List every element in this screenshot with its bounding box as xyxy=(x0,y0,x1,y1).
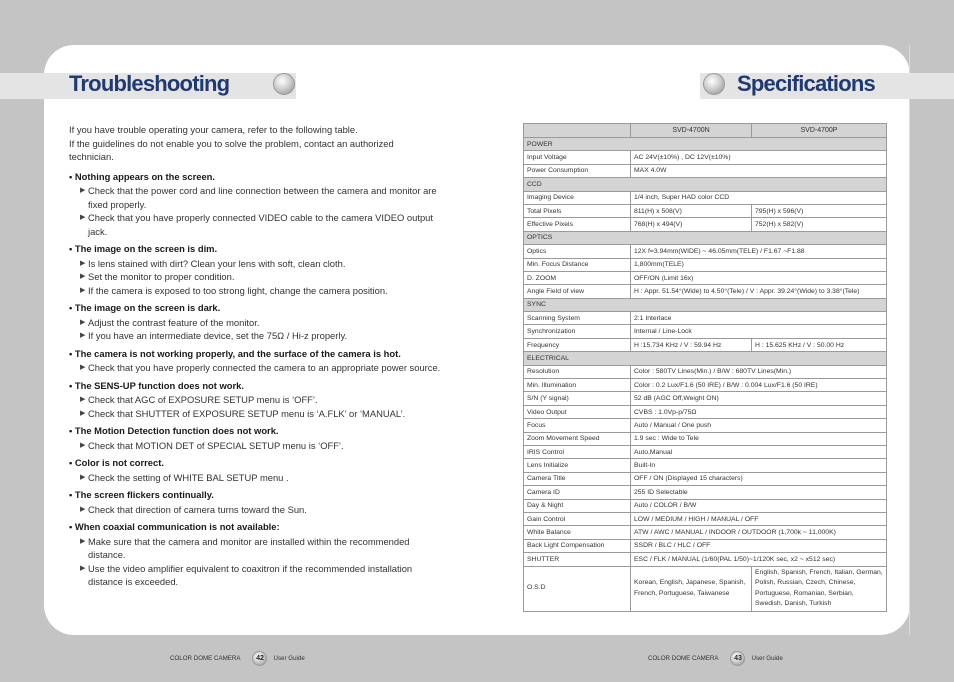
check-item xyxy=(69,184,441,211)
section-heading: • The image on the screen is dark. xyxy=(69,302,221,313)
spec-label: Gain Control xyxy=(524,512,631,525)
troubleshooting-content xyxy=(69,123,441,593)
spec-value: Color : 580TV Lines(Min.) / B/W : 680TV Lines(Min.) xyxy=(631,365,887,378)
spec-value: Auto / Manual / One push xyxy=(631,419,887,432)
specifications-title: Specifications xyxy=(737,71,875,96)
spec-value: 1,800mm(TELE) xyxy=(631,258,887,271)
table-row xyxy=(524,459,887,472)
spec-value: CVBS : 1.0Vp-p/75Ω xyxy=(631,405,887,418)
check-item xyxy=(69,535,441,562)
spec-label: Camera ID xyxy=(524,486,631,499)
category-label: POWER xyxy=(524,138,887,151)
footer-product: COLOR DOME CAMERA xyxy=(648,655,719,662)
spec-value: ESC / FLK / MANUAL (1/60(PAL 1/50)~1/120K sec, x2 ~ x512 sec) xyxy=(631,553,887,566)
spec-label: Synchronization xyxy=(524,325,631,338)
table-row xyxy=(524,164,887,177)
check-item-text: Make sure that the camera and monitor are installed within the recommended distance. xyxy=(88,535,410,560)
spec-value-n: 811(H) x 508(V) xyxy=(631,204,752,217)
spec-value-p: 752(H) x 582(V) xyxy=(752,218,887,231)
arrow-icon: ▶ xyxy=(80,187,86,194)
table-row xyxy=(524,566,887,611)
section-heading: • Nothing appears on the screen. xyxy=(69,170,216,182)
spec-value: OFF / ON (Displayed 15 characters) xyxy=(631,472,887,485)
table-row xyxy=(524,312,887,325)
spec-value: 1.9 sec : Wide to Tele xyxy=(631,432,887,445)
spec-label: Day & Night xyxy=(524,499,631,512)
table-row xyxy=(524,191,887,204)
check-item xyxy=(69,503,441,517)
spec-value-n: H :15.734 KHz / V : 59.94 Hz xyxy=(631,338,752,351)
spec-value: Auto,Manual xyxy=(631,445,887,458)
footer-guide: User Guide xyxy=(273,655,305,662)
check-item xyxy=(69,316,441,330)
spec-value: 2:1 Interlace xyxy=(631,312,887,325)
spec-label: Min. Focus Distance xyxy=(524,258,631,271)
spec-value-p: H : 15.625 KHz / V : 50.00 Hz xyxy=(752,338,887,351)
spec-value: 255 ID Selectable xyxy=(631,486,887,499)
title-ball-icon xyxy=(703,73,725,95)
spec-label: Input Voltage xyxy=(524,151,631,164)
spec-label: Focus xyxy=(524,419,631,432)
check-item-text: Is lens stained with dirt? Clean your lens with soft, clean cloth. xyxy=(88,257,346,269)
spec-value: H : Appr. 51.54°(Wide) to 4.50°(Tele) / V : Appr. 39.24°(Wide) to 3.38°(Tele) xyxy=(631,285,887,298)
check-item-text: Check that direction of camera turns toward the Sun. xyxy=(88,503,307,515)
trouble-section xyxy=(69,520,441,589)
table-row xyxy=(524,379,887,392)
spec-label: Scanning System xyxy=(524,312,631,325)
spec-value-n: 768(H) x 494(V) xyxy=(631,218,752,231)
table-row xyxy=(524,526,887,539)
spec-value-n: Korean, English, Japanese, Spanish, French, Portuguese, Taiwanese xyxy=(631,566,752,611)
table-row xyxy=(524,285,887,298)
check-item-text: Check that the power cord and line connection between the camera and monitor are fixed properly. xyxy=(88,185,437,210)
spec-value: SSDR / BLC / HLC / OFF xyxy=(631,539,887,552)
spec-label: D. ZOOM xyxy=(524,271,631,284)
check-item-text: Check that you have properly connected the camera to an appropriate power source. xyxy=(88,362,441,373)
spec-value: Auto / COLOR / B/W xyxy=(631,499,887,512)
arrow-icon: ▶ xyxy=(80,396,86,403)
trouble-section xyxy=(69,170,441,239)
table-row xyxy=(524,499,887,512)
spec-label: IRIS Control xyxy=(524,445,631,458)
table-row xyxy=(524,204,887,217)
troubleshooting-sections xyxy=(69,170,441,589)
spec-value: 52 dB (AGC Off,Weight ON) xyxy=(631,392,887,405)
check-item-text: Set the monitor to proper condition. xyxy=(88,271,235,282)
check-item-text: Check that MOTION DET of SPECIAL SETUP menu is ‘OFF’. xyxy=(88,439,344,451)
check-item xyxy=(69,329,441,343)
spec-label: Camera Title xyxy=(524,472,631,485)
intro-line: If you have trouble operating your camera, refer to the following table. xyxy=(69,124,358,135)
arrow-icon: ▶ xyxy=(80,473,86,481)
check-item xyxy=(69,393,441,407)
table-row xyxy=(524,405,887,418)
section-heading: • Color is not correct. xyxy=(69,457,164,468)
intro-line: If the guidelines do not enable you to solve the problem, contact an authorized technician. xyxy=(69,137,394,162)
trouble-section xyxy=(69,488,441,516)
check-item-text: Check that you have properly connected VIDEO cable to the camera VIDEO output jack. xyxy=(88,212,433,237)
arrow-icon: ▶ xyxy=(80,318,86,326)
category-row xyxy=(524,178,887,191)
category-label: OPTICS xyxy=(524,231,887,244)
header-cell-n: SVD-4700N xyxy=(631,124,752,138)
check-item xyxy=(69,471,441,485)
spec-label: Min. Illumination xyxy=(524,379,631,392)
table-header-row xyxy=(524,124,887,138)
footer-product: COLOR DOME CAMERA xyxy=(170,655,241,662)
table-row xyxy=(524,445,887,458)
arrow-icon: ▶ xyxy=(80,409,86,417)
footer-guide: User Guide xyxy=(751,655,783,662)
table-row xyxy=(524,325,887,338)
trouble-section xyxy=(69,301,441,343)
table-row xyxy=(524,392,887,405)
check-item xyxy=(69,284,441,298)
page-number-badge: 43 xyxy=(730,651,745,666)
spec-value: Color : 0.2 Lux/F1.6 (50 IRE) / B/W : 0.004 Lux/F1.6 (50 IRE) xyxy=(631,379,887,392)
footer-left xyxy=(170,651,305,666)
section-heading: • The camera is not working properly, and the surface of the camera is hot. xyxy=(69,347,401,359)
spec-label: Imaging Device xyxy=(524,191,631,204)
table-row xyxy=(524,151,887,164)
trouble-section xyxy=(69,347,441,375)
check-item xyxy=(69,257,441,271)
section-heading: • When coaxial communication is not available: xyxy=(69,521,280,532)
troubleshooting-title: Troubleshooting xyxy=(69,71,230,96)
table-row xyxy=(524,486,887,499)
section-heading: • The screen flickers continually. xyxy=(69,489,214,500)
page-number-badge: 42 xyxy=(252,651,267,666)
trouble-section xyxy=(69,456,441,484)
spec-label: Video Output xyxy=(524,405,631,418)
arrow-icon: ▶ xyxy=(80,273,86,280)
table-row xyxy=(524,365,887,378)
category-label: CCD xyxy=(524,178,887,191)
spec-value: Internal / Line-Lock xyxy=(631,325,887,338)
spec-label: Total Pixels xyxy=(524,204,631,217)
trouble-section xyxy=(69,424,441,452)
table-row xyxy=(524,472,887,485)
table-row xyxy=(524,553,887,566)
spec-value: LOW / MEDIUM / HIGH / MANUAL / OFF xyxy=(631,512,887,525)
spec-label: Power Consumption xyxy=(524,164,631,177)
category-row xyxy=(524,231,887,244)
check-item-text: Check that AGC of EXPOSURE SETUP menu is ‘OFF’. xyxy=(88,394,318,405)
spec-label: SHUTTER xyxy=(524,553,631,566)
arrow-icon: ▶ xyxy=(80,441,86,449)
table-row xyxy=(524,419,887,432)
header-cell xyxy=(524,124,631,138)
category-row xyxy=(524,352,887,365)
section-heading: • The Motion Detection function does not work. xyxy=(69,425,279,436)
table-row xyxy=(524,539,887,552)
check-item-text: If the camera is exposed to too strong light, change the camera position. xyxy=(88,284,388,296)
table-row xyxy=(524,271,887,284)
spec-value: 1/4 inch, Super HAD color CCD xyxy=(631,191,887,204)
spec-label: Resolution xyxy=(524,365,631,378)
arrow-icon: ▶ xyxy=(80,564,86,572)
table-row xyxy=(524,245,887,258)
category-row xyxy=(524,138,887,151)
spec-label: O.S.D xyxy=(524,566,631,611)
spec-label: Zoom Movement Speed xyxy=(524,432,631,445)
arrow-icon: ▶ xyxy=(80,259,86,267)
spec-label: White Balance xyxy=(524,526,631,539)
arrow-icon: ▶ xyxy=(80,332,86,339)
check-item-text: Check that SHUTTER of EXPOSURE SETUP menu is ‘A.FLK’ or ‘MANUAL’. xyxy=(88,407,406,419)
spec-label: S/N (Y signal) xyxy=(524,392,631,405)
spec-value: OFF/ON (Limit 16x) xyxy=(631,271,887,284)
arrow-icon: ▶ xyxy=(80,505,86,513)
spec-value-p: 795(H) x 596(V) xyxy=(752,204,887,217)
category-row xyxy=(524,298,887,311)
spec-value: MAX 4.0W xyxy=(631,164,887,177)
table-row xyxy=(524,258,887,271)
section-heading: • The image on the screen is dim. xyxy=(69,243,218,254)
trouble-section xyxy=(69,379,441,421)
spec-label: Effective Pixels xyxy=(524,218,631,231)
spec-label: Back Light Compensation xyxy=(524,539,631,552)
arrow-icon: ▶ xyxy=(80,214,86,221)
spec-value: Built-In xyxy=(631,459,887,472)
spec-label: Angle Field of view xyxy=(524,285,631,298)
check-item xyxy=(69,562,441,589)
spec-value: ATW / AWC / MANUAL / INDOOR / OUTDOOR (1,700k ~ 11,000K) xyxy=(631,526,887,539)
arrow-icon: ▶ xyxy=(80,537,86,545)
spec-label: Lens Initialize xyxy=(524,459,631,472)
arrow-icon: ▶ xyxy=(80,286,86,294)
check-item-text: Adjust the contrast feature of the monitor. xyxy=(88,316,260,328)
check-item xyxy=(69,361,441,375)
spec-label: Optics xyxy=(524,245,631,258)
spec-value: AC 24V(±10%) , DC 12V(±10%) xyxy=(631,151,887,164)
check-item xyxy=(69,270,441,284)
spec-value: 12X f=3.94mm(WIDE) ~ 46.05mm(TELE) / F1.67 ~F1.88 xyxy=(631,245,887,258)
check-item-text: If you have an intermediate device, set the 75Ω / Hi-z properly. xyxy=(88,330,348,341)
check-item xyxy=(69,439,441,453)
category-label: ELECTRICAL xyxy=(524,352,887,365)
arrow-icon: ▶ xyxy=(80,364,86,371)
check-item-text: Check the setting of WHITE BAL SETUP menu . xyxy=(88,471,289,483)
specifications-table xyxy=(523,123,887,612)
check-item-text: Use the video amplifier equivalent to coaxitron if the recommended installation distance is exceeded. xyxy=(88,562,413,587)
section-heading: • The SENS-UP function does not work. xyxy=(69,379,244,391)
table-row xyxy=(524,512,887,525)
table-row xyxy=(524,218,887,231)
header-cell-p: SVD-4700P xyxy=(752,124,887,138)
category-label: SYNC xyxy=(524,298,887,311)
title-ball-icon xyxy=(273,73,295,95)
intro xyxy=(69,123,441,164)
trouble-section xyxy=(69,242,441,297)
spec-value-p: English, Spanish, French, Italian, German, Polish, Russian, Czech, Chinese, Portuguese, Romanian, Serbian, Swedish, Danish, Turkish xyxy=(752,566,887,611)
spec-label: Frequency xyxy=(524,338,631,351)
table-row xyxy=(524,432,887,445)
check-item xyxy=(69,407,441,421)
table-row xyxy=(524,338,887,351)
check-item xyxy=(69,211,441,238)
footer-right xyxy=(648,651,783,666)
